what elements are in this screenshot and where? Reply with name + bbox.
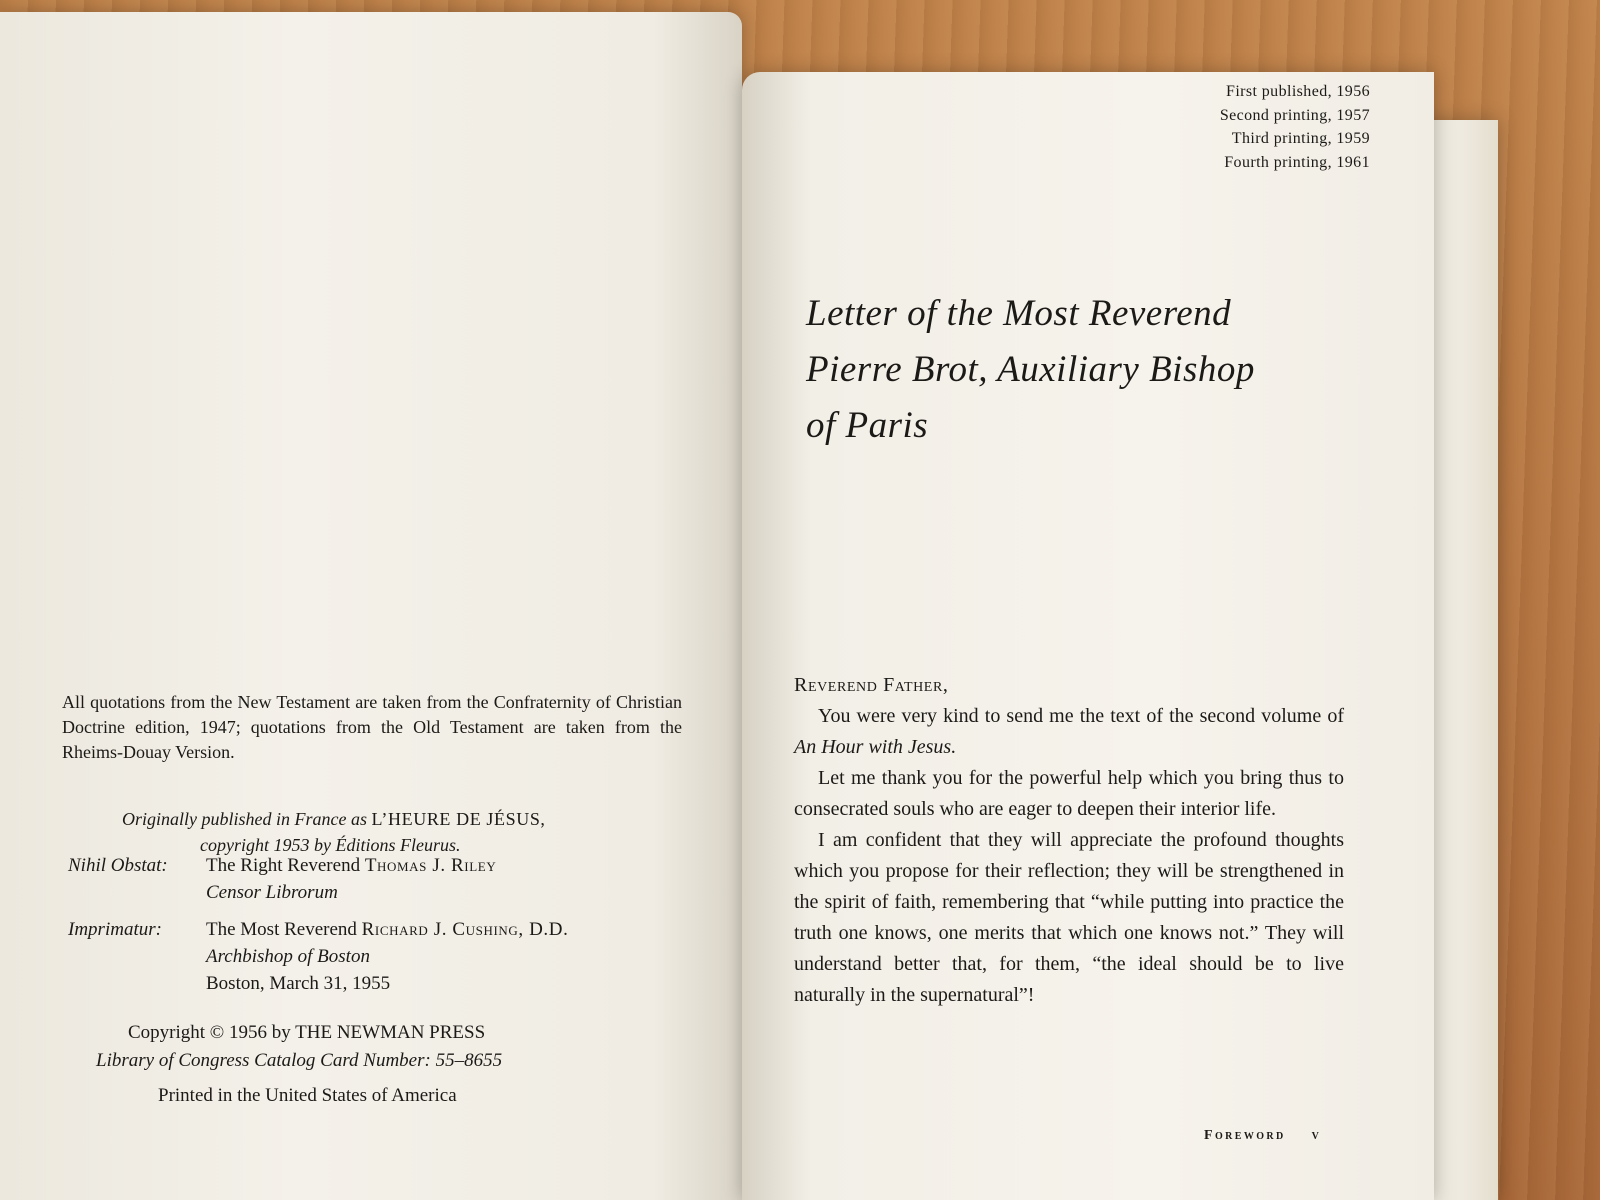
letter-body [794,670,1344,1011]
orig-prefix: Originally published in France as [122,809,367,829]
printing-line: First published, 1956 [1226,83,1370,100]
page-number: v [1311,1128,1319,1143]
printed-in: Printed in the United States of America [158,1085,457,1106]
printing-line: Fourth printing, 1961 [1224,153,1370,171]
right-page [742,72,1434,1200]
library-of-congress: Library of Congress Catalog Card Number: 55–8655 [96,1050,503,1071]
p1-text: You were very kind to send me the text of the second volume of [818,705,1344,727]
imprimatur-title: Archbishop of Boston [206,946,370,967]
paragraph: Let me thank you for the powerful help which you bring thus to consecrated souls who are eager to deepen their interior life. [794,767,1344,820]
letter-title [806,286,1255,454]
printing-history [1220,80,1370,174]
running-footer [1204,1128,1319,1144]
imprimatur-prefix: The Most Reverend [206,919,357,940]
nihil-obstat-name: Thomas J. Riley [364,855,497,876]
nihil-obstat-label: Nihil Obstat: [68,855,168,876]
imprimatur-label: Imprimatur: [68,919,162,940]
title-line: Pierre Brot, Auxiliary Bishop [806,349,1255,390]
copyright-line: Copyright © 1956 by THE NEWMAN PRESS [128,1022,486,1043]
imprimatur-name: Richard J. Cushing, D.D. [361,919,569,940]
nihil-obstat-prefix: The Right Reverend [206,855,361,876]
paragraph: I am confident that they will appreciate the profound thoughts which you propose for their reflection; they will be strengthened in the spirit of faith, remembering that “while putting into practice the truth one knows, one merits that which one knows not.” They will understand better that, for them, “the ideal should be to live naturally in the supernatural”! [794,829,1344,1006]
running-head: Foreword [1204,1128,1286,1143]
book-title: An Hour with Jesus. [794,736,957,758]
nihil-obstat [68,852,496,906]
printing-line: Second printing, 1957 [1219,106,1370,124]
orig-copyright: copyright 1953 by Éditions Fleurus. [200,835,461,855]
nihil-obstat-title: Censor Librorum [206,882,338,903]
printing-line: Third printing, 1959 [1231,130,1370,147]
original-publication [122,806,546,858]
french-title: L’HEURE DE JÉSUS, [371,809,546,829]
paragraph [794,701,1344,763]
title-line: of Paris [806,405,929,446]
salutation: Reverend Father, [794,674,949,696]
imprimatur [68,916,568,997]
title-line: Letter of the Most Reverend [806,293,1232,334]
imprimatur-place-date: Boston, March 31, 1955 [206,973,391,994]
bleed-through-text [120,248,136,322]
quotation-note: All quotations from the New Testament are taken from the Confraternity of Christian Doctrine edition, 1947; quotations from the Old Testament are taken from the Rheims-Douay Version. [62,692,682,762]
